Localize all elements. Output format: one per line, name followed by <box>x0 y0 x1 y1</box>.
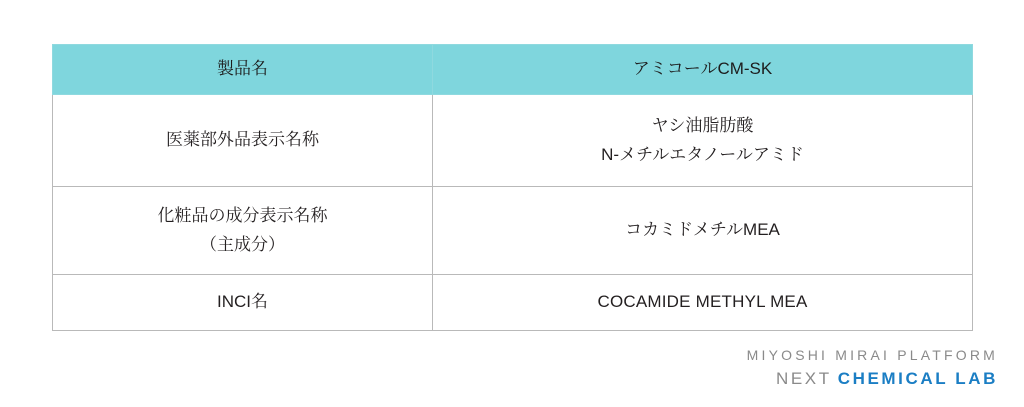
table-body <box>53 95 973 331</box>
label-line: 化粧品の成分表示名称 <box>157 206 328 226</box>
row-value-inci-name <box>433 275 973 331</box>
table-header <box>53 45 973 95</box>
brand-name <box>747 368 998 391</box>
brand-name-chemical-lab: CHEMICAL LAB <box>837 369 998 389</box>
product-spec-table <box>52 44 973 331</box>
brand-name-next: NEXT <box>775 369 832 389</box>
value-line: N-メチルエタノールアミド <box>601 144 804 164</box>
value-line: コカミドメチルMEA <box>625 220 780 240</box>
row-value-cosmetic-ingredient-name <box>433 187 973 275</box>
table-header-row <box>53 45 973 95</box>
table-row <box>53 187 973 275</box>
table-row <box>53 95 973 187</box>
row-value-quasi-drug-name <box>433 95 973 187</box>
label-line: （主成分） <box>200 234 285 254</box>
label-line: INCI名 <box>217 292 268 312</box>
label-line: 医薬部外品表示名称 <box>166 130 319 150</box>
value-line: ヤシ油脂肪酸 <box>651 116 754 136</box>
row-label-cosmetic-ingredient-name <box>53 187 433 275</box>
header-cell-product-name-value: アミコールCM-SK <box>433 45 973 95</box>
row-label-inci-name <box>53 275 433 331</box>
header-cell-product-name-label: 製品名 <box>53 45 433 95</box>
value-line: COCAMIDE METHYL MEA <box>597 292 808 312</box>
table-row <box>53 275 973 331</box>
brand-tagline: MIYOSHI MIRAI PLATFORM <box>746 347 998 364</box>
brand-logo <box>747 346 998 391</box>
row-label-quasi-drug-name <box>53 95 433 187</box>
